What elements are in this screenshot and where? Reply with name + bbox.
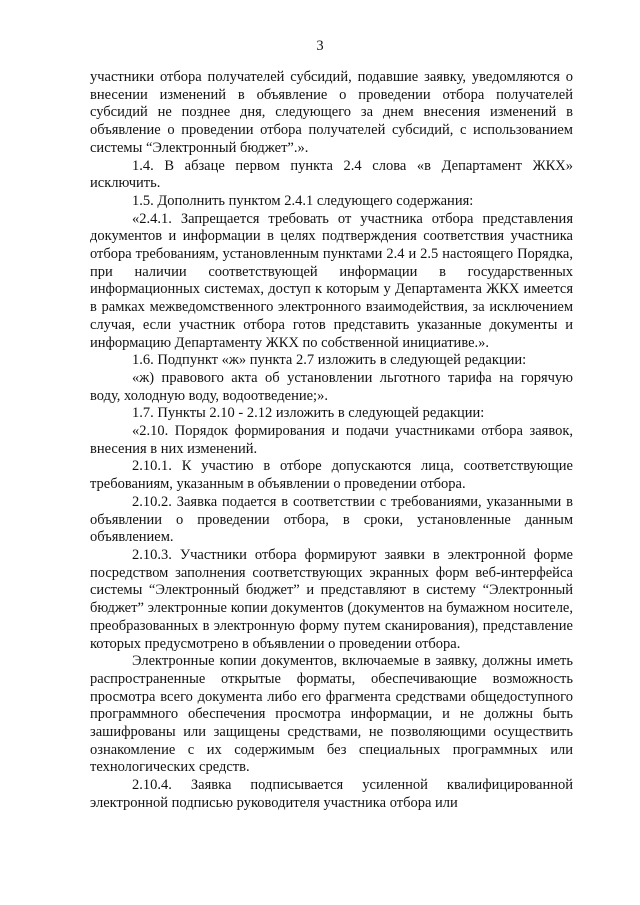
document-body bbox=[90, 69, 573, 813]
page-number: 3 bbox=[316, 38, 324, 54]
paragraph-1-5: 1.5. Дополнить пунктом 2.4.1 следующего содержания: bbox=[132, 192, 474, 209]
paragraph-subitem-zh: «ж) правового акта об установлении льготного тарифа на горячую воду, холодную воду, водоотведение;». bbox=[90, 369, 573, 404]
paragraph-2-10-2: 2.10.2. Заявка подается в соответствии с требованиями, указанными в объявлении о проведении отбора, в сроки, установленные данным объявлением. bbox=[90, 493, 573, 546]
paragraph-2-10-4: 2.10.4. Заявка подписывается усиленной квалифицированной электронной подписью руководителя участника отбора или bbox=[90, 777, 573, 811]
paragraph-2-10-3: 2.10.3. Участники отбора формируют заявки в электронной форме посредством заполнения соответствующих экранных форм веб-интерфейса системы “Электронный бюджет” и представляют в систему “Электронный бюджет” электронные копии документов (документов на бумажном носителе, преобразованных в электронную форму путем сканирования), представление которых предусмотрено в объявлении о проведении отбора. bbox=[90, 546, 573, 652]
paragraph-1-7: 1.7. Пункты 2.10 - 2.12 изложить в следующей редакции: bbox=[132, 405, 485, 422]
paragraph-continuation: участники отбора получателей субсидий, подавшие заявку, уведомляются о внесении изменений в объявление о проведении отбора получателей субсидий не позднее дня, следующего за днем внесения изменений в объявление о проведении отбора получателей субсидий, с использованием системы “Электронный бюджет”.». bbox=[90, 69, 573, 156]
paragraph-2-10: «2.10. Порядок формирования и подачи участниками отбора заявок, внесения в них изменений. bbox=[90, 423, 573, 457]
paragraph-2-10-1: 2.10.1. К участию в отборе допускаются лица, соответствующие требованиям, указанным в объявлении о проведении отбора. bbox=[90, 458, 573, 493]
paragraph-1-4: 1.4. В абзаце первом пункта 2.4 слова «в Департамент ЖКХ» исключить. bbox=[90, 157, 573, 192]
paragraph-2-4-1: «2.4.1. Запрещается требовать от участника отбора представления документов и информации в целях подтверждения соответствия участника отбора требованиям, установленным пунктами 2.4 и 2.5 настоящего Порядка, при наличии соответствующей информации в государственных информационных системах, доступ к которым у Департамента ЖКХ имеется в рамках межведомственного электронного взаимодействия, за исключением случая, если участник отбора готов представить указанные документы и информацию Департаменту ЖКХ по собственной инициативе.». bbox=[90, 210, 573, 351]
paragraph-1-6: 1.6. Подпункт «ж» пункта 2.7 изложить в следующей редакции: bbox=[132, 352, 527, 369]
paragraph-electronic-copies: Электронные копии документов, включаемые в заявку, должны иметь распространенные открытые форматы, обеспечивающие возможность просмотра всего документа либо его фрагмента средствами общедоступного программного обеспечения просмотра информации, и не должны быть зашифрованы или защищены средствами, не позволяющими осуществить ознакомление с их содержимым без специальных программных или технологических средств. bbox=[90, 653, 573, 776]
